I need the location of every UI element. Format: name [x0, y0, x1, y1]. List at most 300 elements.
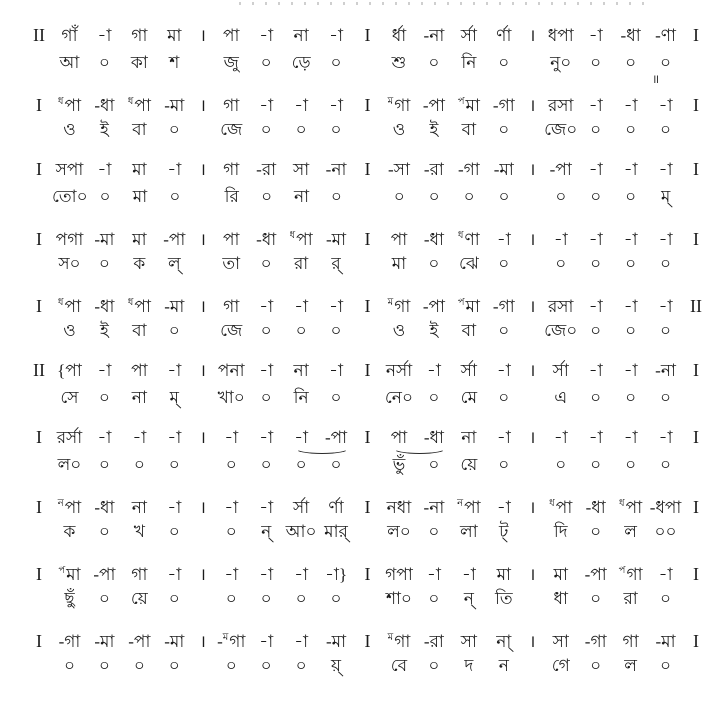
notation-token: -া	[294, 297, 309, 316]
notation-token: -া	[588, 297, 603, 316]
notation-token: -া	[329, 297, 344, 316]
notation-token: পনা	[217, 361, 245, 380]
lyric-syllable: ০	[98, 589, 110, 608]
notation-row-6	[26, 357, 709, 413]
notation-token: $^ধ$পা	[127, 96, 151, 115]
lyric-syllable: ০	[330, 120, 342, 139]
beat-divider: ।	[529, 96, 536, 115]
lyric-syllable: ০	[590, 187, 602, 206]
beat-divider: ।	[529, 428, 536, 447]
slur-arc	[393, 443, 447, 454]
notation-token: না	[131, 498, 147, 517]
lyric-syllable: ও	[392, 321, 406, 340]
notation-token: পগা	[55, 230, 84, 249]
lyric-syllable: ও	[392, 120, 406, 139]
notation-token: $^ধ$ণা	[457, 230, 480, 249]
lyric-syllable: ও	[63, 120, 76, 139]
barline: I	[364, 497, 371, 517]
grace-note: ম	[222, 632, 229, 643]
notation-token: -া	[167, 361, 182, 380]
lyric-syllable: ০	[428, 53, 440, 72]
notation-token: -া	[658, 230, 673, 249]
lyric-syllable: য়ে	[460, 455, 478, 474]
lyric-syllable: ০	[330, 388, 342, 407]
beat-divider: ।	[199, 230, 206, 249]
notation-token: -ধা	[94, 498, 115, 517]
lyric-syllable: ০	[498, 53, 510, 72]
barline: I	[364, 25, 371, 45]
barline: I	[364, 159, 371, 179]
lyric-syllable: রি	[224, 187, 239, 206]
lyric-syllable: ০	[625, 254, 637, 273]
notation-token: সা	[552, 632, 569, 651]
notation-token: -া	[132, 428, 147, 447]
notation-token: -া	[426, 361, 441, 380]
lyric-syllable: ল	[624, 522, 637, 541]
lyric-syllable: ন	[498, 656, 509, 675]
notation-token: মা	[167, 26, 182, 45]
lyric-syllable: ০	[260, 656, 272, 675]
beat-divider: ।	[199, 361, 206, 380]
barline: I	[364, 360, 371, 380]
notation-token: সা	[460, 632, 477, 651]
lyric-syllable: ০	[168, 321, 180, 340]
lyric-syllable: ০	[498, 120, 510, 139]
lyric-syllable: ০	[393, 187, 405, 206]
notation-token: -া	[658, 565, 673, 584]
notation-token: -া	[329, 26, 344, 45]
notation-token: মা	[496, 565, 511, 584]
lyric-line	[26, 452, 709, 480]
lyric-syllable: ক	[63, 522, 76, 541]
beat-divider: ।	[199, 632, 206, 651]
lyric-syllable: ০	[590, 53, 602, 72]
notation-token: পা	[222, 230, 240, 249]
barline: I	[693, 229, 699, 249]
notation-token: -া	[588, 230, 603, 249]
lyric-syllable: ০	[168, 120, 180, 139]
notation-token: -া	[623, 428, 638, 447]
notation-row-1	[26, 22, 709, 86]
lyric-syllable: ০	[625, 187, 637, 206]
notation-token: $^ন$পা	[57, 498, 82, 517]
lyric-syllable: ০	[295, 455, 307, 474]
lyric-syllable: ০	[330, 455, 342, 474]
notation-token: -ধা	[423, 230, 444, 249]
notation-token: -ধা	[256, 230, 277, 249]
grace-note: প	[457, 96, 465, 107]
lyric-syllable: ঝে	[458, 254, 479, 273]
notation-token: নধা	[386, 498, 412, 517]
notation-token: -পা	[324, 428, 348, 447]
notation-line	[26, 625, 709, 653]
notation-token: -া	[553, 428, 568, 447]
notation-token: পা	[222, 26, 240, 45]
barline: I	[693, 95, 699, 115]
notation-token: পা	[390, 230, 408, 249]
notation-token: না	[293, 361, 309, 380]
notation-token: -রা	[423, 160, 444, 179]
lyric-syllable: ও	[63, 321, 76, 340]
notation-token: -পা	[422, 96, 445, 115]
barline: I	[36, 229, 42, 249]
barline: I	[693, 427, 699, 447]
notation-token: -া	[496, 361, 511, 380]
notation-token: -মা	[493, 160, 514, 179]
lyric-syllable: খ	[133, 522, 145, 541]
notation-token: -গা	[584, 632, 607, 651]
lyric-syllable: ০	[660, 589, 672, 608]
lyric-syllable: ০	[428, 455, 440, 474]
barline: I	[693, 564, 699, 584]
lyric-syllable: নু০	[550, 53, 572, 72]
lyric-syllable: ল০	[57, 455, 82, 474]
lyric-syllable: ০	[168, 656, 180, 675]
notation-token: ধপা	[547, 26, 574, 45]
lyric-syllable: ০	[660, 321, 672, 340]
lyric-syllable: লা	[460, 522, 478, 541]
lyric-syllable: ০	[63, 656, 75, 675]
notation-token: -া	[259, 428, 274, 447]
lyric-syllable: ০	[260, 120, 272, 139]
lyric-syllable: ০	[98, 455, 110, 474]
lyric-syllable: ই	[429, 321, 439, 340]
notation-token: -মা	[164, 96, 185, 115]
notation-token: -$^ম$গা	[217, 632, 246, 651]
lyric-syllable: ০	[498, 321, 510, 340]
lyric-syllable: ০	[260, 589, 272, 608]
notation-token: গা	[622, 632, 639, 651]
notation-token: -গা	[457, 160, 480, 179]
grace-note: ম	[387, 96, 394, 107]
notation-token: -া	[97, 160, 112, 179]
lyric-syllable: নে০	[384, 388, 414, 407]
lyric-syllable: ০	[225, 455, 237, 474]
notation-token: -ধপা	[649, 498, 682, 517]
lyric-syllable: ভুঁ	[392, 455, 406, 474]
notation-token: গা	[223, 96, 240, 115]
barline: I	[693, 497, 699, 517]
lyric-syllable: ০	[168, 589, 180, 608]
lyric-syllable: ক	[133, 254, 146, 273]
notation-token: রসা	[547, 96, 574, 115]
lyric-syllable: ল্	[167, 254, 181, 273]
lyric-syllable: ই	[99, 321, 109, 340]
section-end-mark: ॥	[652, 72, 661, 86]
notation-token: -া	[259, 297, 274, 316]
notation-token: -া	[623, 361, 638, 380]
notation-token: -ধা	[94, 297, 115, 316]
lyric-syllable: ০	[555, 187, 567, 206]
lyric-syllable: ল০	[387, 522, 411, 541]
notation-token: $^ধ$পা	[57, 297, 82, 316]
notation-line	[26, 491, 709, 519]
notation-token: -া	[224, 565, 239, 584]
lyric-syllable: ০	[260, 321, 272, 340]
beat-divider: ।	[199, 498, 206, 517]
notation-token: -মা	[94, 632, 115, 651]
notation-token: নর্সা	[385, 361, 413, 380]
lyric-syllable: ০	[660, 53, 672, 72]
lyric-syllable: ০	[660, 455, 672, 474]
grace-note: ধ	[57, 297, 64, 308]
lyric-syllable: মা	[391, 254, 407, 273]
lyric-syllable: ০	[133, 455, 145, 474]
notation-token: $^ম$গা	[387, 96, 411, 115]
notation-token: -পা	[128, 632, 151, 651]
notation-line	[26, 156, 709, 184]
lyric-syllable: ০	[330, 321, 342, 340]
grace-note: ধ	[289, 230, 296, 241]
barline: I	[364, 631, 371, 651]
notation-token: মা	[553, 565, 568, 584]
lyric-line	[26, 184, 709, 212]
lyric-syllable: ০	[590, 120, 602, 139]
lyric-syllable: ০	[625, 388, 637, 407]
notation-token: $^ধ$পা	[549, 498, 573, 517]
lyric-syllable: বা	[132, 120, 147, 139]
beat-divider: ।	[529, 160, 536, 179]
lyric-syllable: ০	[295, 321, 307, 340]
lyric-syllable: ০	[295, 589, 307, 608]
lyric-syllable: ০	[225, 656, 237, 675]
notation-token: -া	[329, 361, 344, 380]
notation-row-3	[26, 156, 709, 212]
barline: I	[36, 95, 42, 115]
slur-arc	[295, 443, 350, 454]
notation-token: গপা	[385, 565, 413, 584]
lyric-syllable: কা	[130, 53, 148, 72]
notation-token: -া	[496, 498, 511, 517]
lyric-syllable: বা	[132, 321, 147, 340]
grace-note: ম	[387, 632, 394, 643]
barline: I	[364, 564, 371, 584]
lyric-syllable: ০	[225, 589, 237, 608]
grace-note: ন	[457, 498, 464, 509]
grace-note: ধ	[457, 230, 464, 241]
notation-token: $^প$গা	[618, 565, 643, 584]
lyric-syllable: স০	[58, 254, 81, 273]
notation-row-9	[26, 558, 709, 614]
notation-token: -া	[426, 565, 441, 584]
lyric-syllable: ন্	[261, 522, 272, 541]
notation-token: -া	[329, 96, 344, 115]
notation-row-2	[26, 89, 709, 145]
lyric-syllable: ছুঁ	[64, 589, 75, 608]
notation-token: -া	[658, 160, 673, 179]
lyric-syllable: ০	[260, 388, 272, 407]
grace-note: ধ	[127, 96, 134, 107]
notation-token: সা	[293, 160, 310, 179]
lyric-line	[26, 519, 709, 547]
notation-token: গা	[131, 565, 148, 584]
notation-line	[26, 22, 709, 50]
notation-token: র্সা	[460, 361, 477, 380]
notation-token: $^ম$গা	[387, 297, 411, 316]
barline: I	[364, 296, 371, 316]
grace-note: ধ	[57, 96, 64, 107]
lyric-syllable: মার্	[324, 522, 348, 541]
lyric-syllable: জে	[220, 120, 243, 139]
lyric-syllable: শ	[169, 53, 180, 72]
lyric-line	[26, 50, 709, 78]
lyric-syllable: ই	[99, 120, 109, 139]
barline: I	[693, 159, 699, 179]
lyric-syllable: ট্	[499, 522, 509, 541]
notation-token: মা	[132, 160, 147, 179]
notation-token: র্সা	[293, 498, 310, 517]
notation-token: -া	[97, 26, 112, 45]
beat-divider: ।	[199, 428, 206, 447]
notation-token: গাঁ	[61, 26, 78, 45]
notation-line	[26, 424, 709, 452]
lyric-syllable: ন্	[463, 589, 474, 608]
notation-token: -া	[588, 160, 603, 179]
notation-token: -া	[588, 361, 603, 380]
lyric-syllable: বে	[390, 656, 408, 675]
lyric-syllable: ০	[590, 321, 602, 340]
lyric-syllable: ধা	[553, 589, 568, 608]
lyric-syllable: ই	[429, 120, 439, 139]
notation-token: -া}	[324, 565, 348, 584]
notation-line	[26, 89, 709, 117]
beat-divider: ।	[199, 160, 206, 179]
lyric-syllable: ০	[660, 120, 672, 139]
notation-line	[26, 223, 709, 251]
lyric-line	[26, 117, 709, 145]
lyric-syllable: ০	[330, 589, 342, 608]
lyric-syllable: র্	[331, 254, 341, 273]
notation-token: সপা	[55, 160, 84, 179]
notation-token: -া	[496, 230, 511, 249]
lyric-syllable: দি	[553, 522, 568, 541]
lyric-syllable: শু	[391, 53, 407, 72]
lyric-syllable: জে০	[544, 120, 578, 139]
lyric-syllable: ০	[428, 254, 440, 273]
lyric-syllable: ০	[428, 589, 440, 608]
lyric-syllable: ০	[463, 187, 475, 206]
notation-row-5	[26, 290, 709, 346]
lyric-syllable: ০	[555, 455, 567, 474]
lyric-syllable: বা	[461, 321, 477, 340]
notation-token: -া	[588, 428, 603, 447]
grace-note: ধ	[619, 498, 625, 509]
barline: I	[36, 564, 42, 584]
notation-token: -া	[623, 96, 638, 115]
lyric-syllable: ০	[660, 388, 672, 407]
notation-token: মা	[132, 230, 147, 249]
barline: II	[33, 360, 45, 380]
notation-token: $^ধ$পা	[57, 96, 82, 115]
lyric-syllable: নি	[293, 388, 309, 407]
notation-token: গা	[223, 297, 240, 316]
notation-token: -ণা	[655, 26, 676, 45]
notation-token: -গা	[492, 297, 515, 316]
beat-divider: ।	[529, 361, 536, 380]
notation-token: $^প$মা	[457, 297, 480, 316]
notation-token: -মা	[326, 230, 347, 249]
notation-token: {পা	[57, 361, 82, 380]
lyric-syllable: ০	[590, 522, 602, 541]
beat-divider: ।	[529, 297, 536, 316]
notation-token: -মা	[94, 230, 115, 249]
lyric-line	[26, 653, 709, 681]
lyric-syllable: ০	[98, 254, 110, 273]
lyric-syllable: সে	[60, 388, 79, 407]
notation-token: -া	[623, 297, 638, 316]
barline: I	[36, 427, 42, 447]
notation-token: -না	[655, 361, 676, 380]
lyric-syllable: ০	[555, 254, 567, 273]
notation-token: -া	[167, 565, 182, 584]
notation-token: -া	[588, 96, 603, 115]
lyric-syllable: ০	[590, 388, 602, 407]
notation-row-10	[26, 625, 709, 681]
lyric-syllable: রা	[623, 589, 638, 608]
notation-token: -া	[167, 498, 182, 517]
notation-token: -রা	[256, 160, 277, 179]
notation-token: -া	[259, 498, 274, 517]
notation-token: না	[461, 428, 477, 447]
lyric-line	[26, 251, 709, 279]
lyric-line	[26, 385, 709, 413]
lyric-syllable: মে	[460, 388, 478, 407]
notation-token: -পা	[549, 160, 572, 179]
notation-row-7	[26, 424, 709, 480]
lyric-syllable: ০	[625, 53, 637, 72]
grace-note: প	[457, 297, 465, 308]
lyric-syllable: ০	[590, 455, 602, 474]
lyric-syllable: আ০	[285, 522, 317, 541]
notation-token: -গা	[492, 96, 515, 115]
grace-note: প	[58, 565, 66, 576]
grace-note: ম	[387, 297, 394, 308]
lyric-syllable: ০	[590, 254, 602, 273]
notation-token: -া	[224, 428, 239, 447]
lyric-syllable: ০	[168, 455, 180, 474]
notation-token: -া	[167, 428, 182, 447]
notation-token: $^প$মা	[58, 565, 81, 584]
notation-token: -গা	[58, 632, 81, 651]
lyric-syllable: ০	[98, 53, 110, 72]
grace-note: ধ	[127, 297, 134, 308]
lyric-syllable: জে	[220, 321, 243, 340]
lyric-syllable: আ	[59, 53, 80, 72]
notation-token: না্	[496, 632, 512, 651]
notation-token: $^ধ$পা	[289, 230, 313, 249]
lyric-syllable: ০	[330, 53, 342, 72]
notation-token: পা	[390, 428, 408, 447]
lyric-syllable: ০	[428, 187, 440, 206]
lyric-syllable: ম্	[169, 388, 179, 407]
lyric-syllable: ০	[295, 656, 307, 675]
notation-token: -া	[294, 632, 309, 651]
notation-token: র্ধা	[391, 26, 407, 45]
lyric-syllable: ড়ে	[291, 53, 311, 72]
barline: I	[36, 497, 42, 517]
notation-token: র্ণা	[328, 498, 344, 517]
beat-divider: ।	[529, 565, 536, 584]
lyric-syllable: না	[131, 388, 147, 407]
notation-token: -া	[224, 498, 239, 517]
notation-token: -া	[623, 230, 638, 249]
notation-token: -া	[588, 26, 603, 45]
lyric-syllable: শা০	[385, 589, 412, 608]
notation-line	[26, 558, 709, 586]
grace-note: ধ	[549, 498, 555, 509]
notation-token: -া	[658, 297, 673, 316]
notation-token: -ধা	[620, 26, 641, 45]
